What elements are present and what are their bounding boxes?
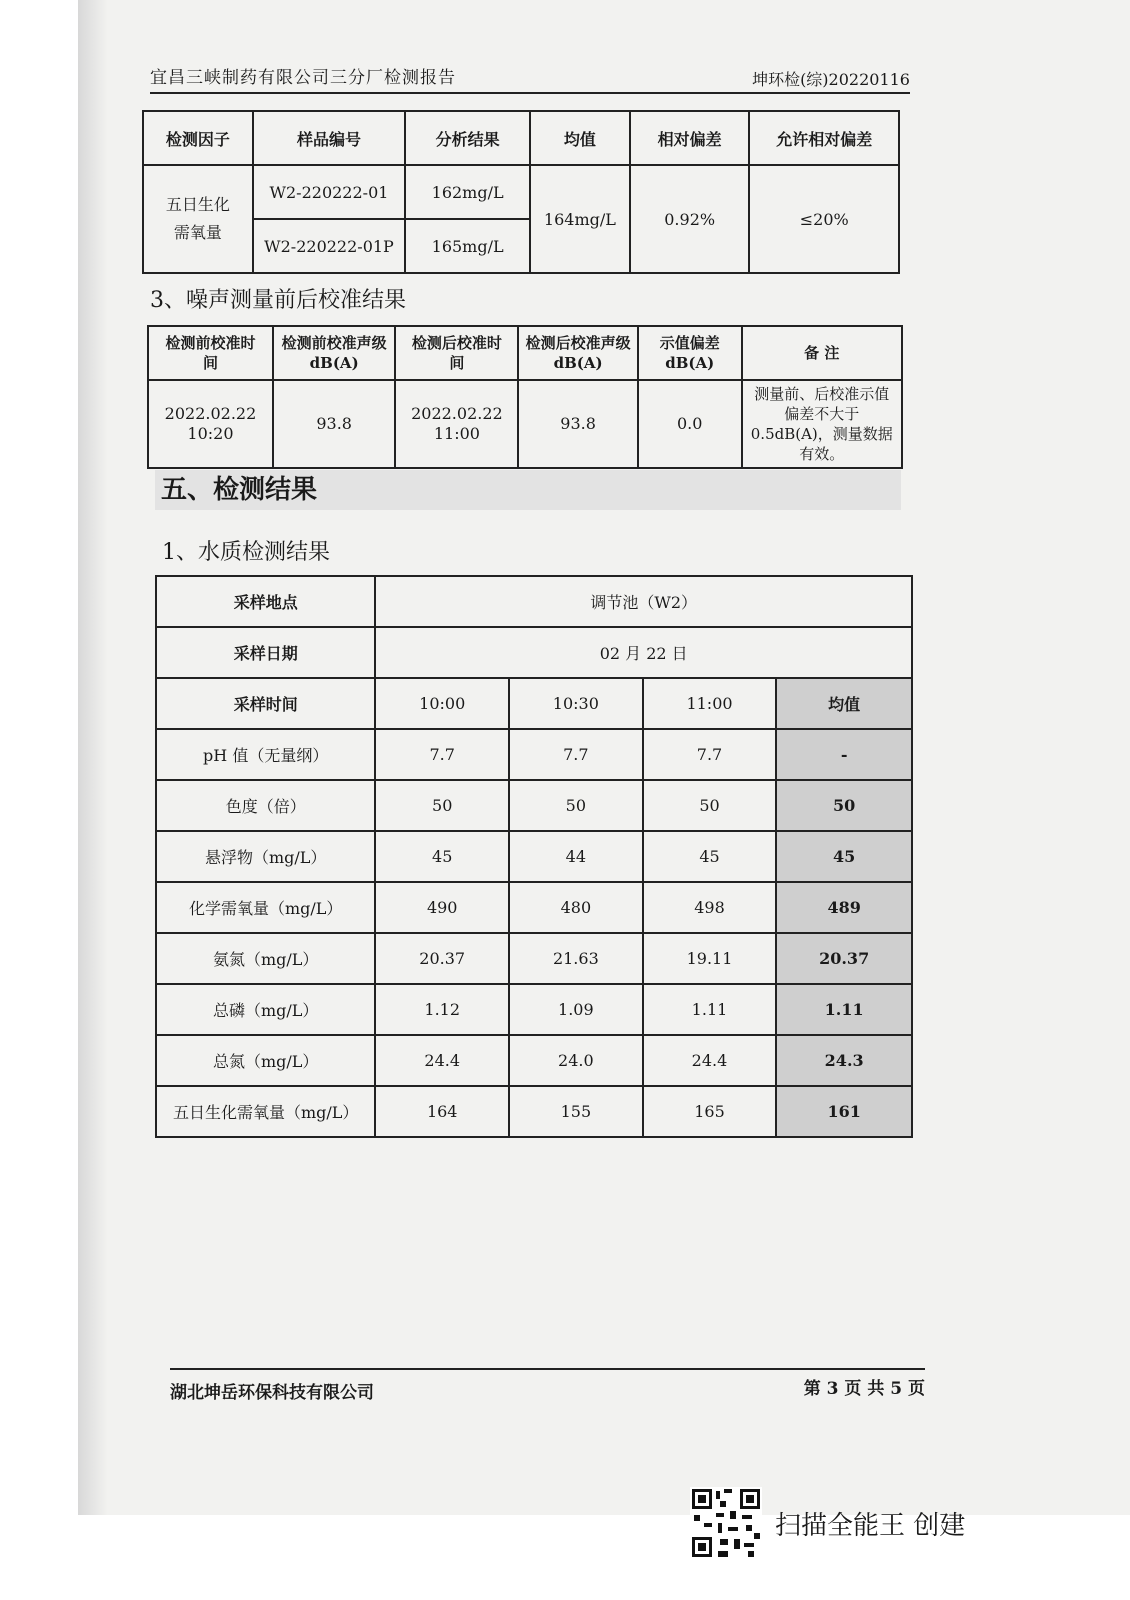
value-cell: 20.37 [375,933,509,984]
value-cell: 1.09 [509,984,643,1035]
qc-row [143,165,899,219]
date-label: 采样日期 [156,627,375,678]
value-cell: 24.0 [509,1035,643,1086]
parameter-name: 化学需氧量（mg/L） [156,882,375,933]
mean-cell: 1.11 [776,984,912,1035]
value-cell: 45 [643,831,777,882]
parameter-name: 五日生化需氧量（mg/L） [156,1086,375,1137]
page-number: 第 3 页 共 5 页 [803,1379,925,1399]
site-row [156,576,912,627]
value-cell: 7.7 [509,729,643,780]
noise-header-row [148,326,902,380]
mean-cell: 45 [776,831,912,882]
table-row [156,831,912,882]
value-cell: 50 [643,780,777,831]
time-label: 采样时间 [156,678,375,729]
mean-cell: - [776,729,912,780]
noise-header: 检测后校准时间 [395,326,518,380]
parameter-name: 总氮（mg/L） [156,1035,375,1086]
value-cell: 45 [375,831,509,882]
parameter-name: 色度（倍） [156,780,375,831]
qc-result: 165mg/L [405,219,530,273]
mean-cell: 24.3 [776,1035,912,1086]
value-cell: 1.12 [375,984,509,1035]
value-cell: 155 [509,1086,643,1137]
date-value: 02 月 22 日 [375,627,912,678]
noise-cell: 2022.02.22 11:00 [395,380,518,468]
table-row [156,729,912,780]
noise-cell: 2022.02.22 10:20 [148,380,273,468]
qc-allowed-deviation: ≤20% [749,165,899,273]
value-cell: 7.7 [643,729,777,780]
qc-header: 均值 [530,111,630,165]
noise-cell: 93.8 [273,380,395,468]
value-cell: 498 [643,882,777,933]
qr-code-icon [690,1487,762,1559]
value-cell: 490 [375,882,509,933]
footer-company: 湖北坤岳环保科技有限公司 [170,1383,374,1403]
qc-header: 分析结果 [405,111,530,165]
time-row [156,678,912,729]
value-cell: 24.4 [375,1035,509,1086]
date-row [156,627,912,678]
qc-factor: 五日生化需氧量 [143,165,253,273]
mean-header: 均值 [776,678,912,729]
value-cell: 164 [375,1086,509,1137]
qc-header: 样品编号 [253,111,406,165]
qc-header-row [143,111,899,165]
page-footer [170,1368,925,1410]
noise-header: 检测前校准时间 [148,326,273,380]
noise-remark: 测量前、后校准示值偏差不大于0.5dB(A)，测量数据有效。 [742,380,902,468]
qc-relative-deviation: 0.92% [630,165,750,273]
qc-header: 检测因子 [143,111,253,165]
mean-cell: 161 [776,1086,912,1137]
value-cell: 50 [375,780,509,831]
noise-cell: 0.0 [638,380,742,468]
value-cell: 24.4 [643,1035,777,1086]
header-report-number: 坤环检(综)20220116 [752,70,910,89]
value-cell: 19.11 [643,933,777,984]
time-value: 11:00 [643,678,777,729]
mean-cell: 50 [776,780,912,831]
mean-cell: 489 [776,882,912,933]
site-label: 采样地点 [156,576,375,627]
time-value: 10:00 [375,678,509,729]
qc-header: 允许相对偏差 [749,111,899,165]
noise-header: 示值偏差 dB(A) [638,326,742,380]
noise-header: 检测前校准声级 dB(A) [273,326,395,380]
table-row [156,984,912,1035]
mean-cell: 20.37 [776,933,912,984]
qc-header: 相对偏差 [630,111,750,165]
qc-sample-id: W2-220222-01 [253,165,406,219]
value-cell: 165 [643,1086,777,1137]
value-cell: 480 [509,882,643,933]
table-row [156,780,912,831]
noise-calibration-table [147,325,903,469]
page-shadow [78,0,108,1515]
table-row [156,882,912,933]
parameter-name: pH 值（无量纲） [156,729,375,780]
value-cell: 44 [509,831,643,882]
qc-mean: 164mg/L [530,165,630,273]
table-row [156,1035,912,1086]
table-row [156,1086,912,1137]
parameter-name: 总磷（mg/L） [156,984,375,1035]
noise-section-title: 3、噪声测量前后校准结果 [150,288,406,313]
noise-cell: 93.8 [518,380,637,468]
water-quality-table [155,575,913,1138]
value-cell: 1.11 [643,984,777,1035]
value-cell: 21.63 [509,933,643,984]
noise-header: 检测后校准声级 dB(A) [518,326,637,380]
parameter-name: 悬浮物（mg/L） [156,831,375,882]
qc-table [142,110,900,274]
water-section-title: 1、水质检测结果 [162,540,330,565]
site-value: 调节池（W2） [375,576,912,627]
noise-header: 备 注 [742,326,902,380]
time-value: 10:30 [509,678,643,729]
scanner-watermark: 扫描全能王 创建 [775,1511,966,1541]
qc-result: 162mg/L [405,165,530,219]
header-company: 宜昌三峡制药有限公司三分厂检测报告 [150,68,456,88]
value-cell: 50 [509,780,643,831]
value-cell: 7.7 [375,729,509,780]
table-row [156,933,912,984]
noise-data-row [148,380,902,468]
parameter-name: 氨氮（mg/L） [156,933,375,984]
qc-sample-id: W2-220222-01P [253,219,406,273]
page-header [150,52,910,94]
results-section-title: 五、检测结果 [155,470,901,510]
